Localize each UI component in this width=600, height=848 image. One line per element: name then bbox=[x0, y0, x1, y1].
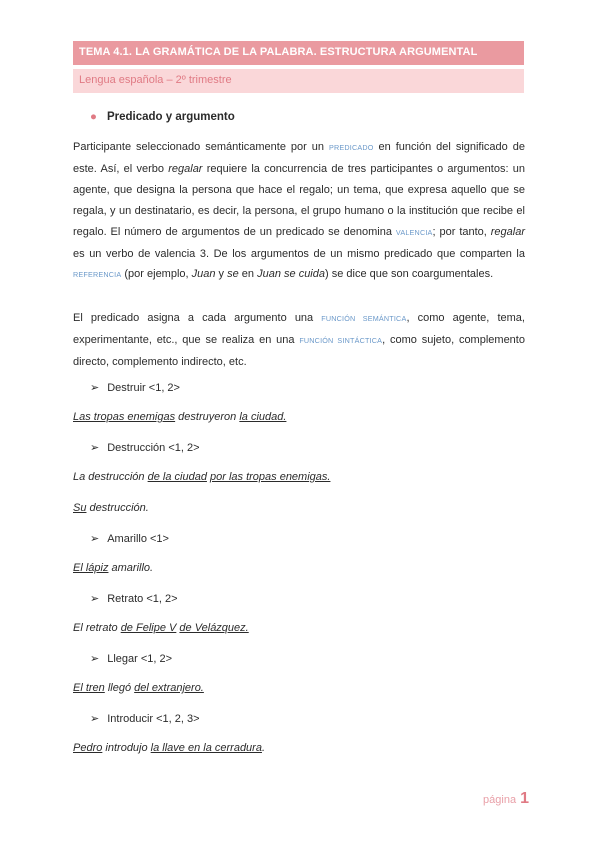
term-funcion-semantica: FUNCIÓN SEMÁNTICA bbox=[321, 314, 407, 323]
arrow-bullet-icon: ➢ bbox=[90, 593, 100, 605]
example-sentence bbox=[73, 502, 149, 514]
predicate-word: llegó bbox=[104, 682, 135, 694]
italic-run: Juan se cuida bbox=[257, 268, 325, 281]
predicate-label: Introducir <1, 2, 3> bbox=[107, 713, 200, 725]
argument: de la ciudad bbox=[147, 471, 207, 483]
predicate-item bbox=[90, 532, 169, 545]
argument: Pedro bbox=[73, 742, 103, 754]
text-run: requiere la concurrencia de tres participantes o argumentos: un agente, que designa la persona que hace el regalo; un tema, que expresa aquello que se regala, y un destinatario, es decir, la persona, el grupo humano o la institución que recibe el regalo. El número de argumentos de un predicado se denomina bbox=[73, 162, 525, 238]
argument: de Velázquez. bbox=[179, 622, 249, 634]
term-referencia: REFERENCIA bbox=[73, 270, 122, 280]
predicate-word: El retrato bbox=[73, 622, 121, 634]
example-sentence bbox=[73, 471, 330, 483]
argument: por las tropas enemigas. bbox=[210, 471, 331, 483]
function-paragraph bbox=[73, 308, 525, 373]
predicate-item bbox=[90, 652, 172, 665]
example-sentence bbox=[73, 562, 153, 574]
example-sentence bbox=[73, 622, 249, 634]
page-number: 1 bbox=[520, 790, 529, 807]
term-predicado: PREDICADO bbox=[329, 143, 374, 152]
bullet-icon: ● bbox=[90, 111, 97, 123]
argument: El tren bbox=[73, 682, 105, 694]
predicate-item bbox=[90, 592, 178, 605]
italic-run: Juan bbox=[191, 268, 216, 281]
section-heading bbox=[90, 111, 235, 123]
arrow-bullet-icon: ➢ bbox=[90, 382, 100, 394]
predicate-word: introdujo bbox=[102, 742, 151, 754]
arrow-bullet-icon: ➢ bbox=[90, 653, 100, 665]
predicate-item bbox=[90, 712, 200, 725]
document-subtitle: Lengua española – 2º trimestre bbox=[73, 69, 524, 93]
text-run: ) se dice que son coargumentales. bbox=[325, 268, 494, 281]
predicate-word: La destrucción bbox=[73, 471, 148, 483]
term-funcion-sintactica: FUNCIÓN SINTÁCTICA bbox=[299, 335, 383, 345]
page-label: página bbox=[483, 794, 517, 806]
predicate-label: Amarillo <1> bbox=[107, 533, 169, 545]
arrow-bullet-icon: ➢ bbox=[90, 713, 100, 725]
predicate-word: amarillo. bbox=[108, 562, 154, 574]
italic-run: regalar bbox=[490, 225, 526, 238]
text-run: en bbox=[238, 268, 258, 281]
argument: Su bbox=[73, 502, 87, 514]
argument: El lápiz bbox=[73, 562, 109, 574]
predicate-label: Destrucción <1, 2> bbox=[107, 442, 200, 454]
predicate-word: destrucción. bbox=[86, 502, 149, 514]
text-run: Participante seleccionado semánticamente por un bbox=[73, 141, 329, 153]
text-run: , como agente, tema, experimentante, etc., que se realiza en una bbox=[73, 312, 525, 346]
predicate-label: Retrato <1, 2> bbox=[107, 593, 178, 605]
text-run: y bbox=[215, 268, 228, 281]
page-footer bbox=[483, 790, 529, 808]
text-run: (por ejemplo, bbox=[121, 268, 192, 281]
text-run: ; por tanto, bbox=[432, 225, 491, 238]
italic-run: se bbox=[227, 268, 239, 281]
argument: del extranjero. bbox=[134, 682, 204, 694]
text-run: . bbox=[261, 742, 266, 754]
argument: de Felipe V bbox=[120, 622, 177, 634]
italic-run: regalar bbox=[168, 162, 203, 175]
arrow-bullet-icon: ➢ bbox=[90, 533, 100, 545]
example-sentence bbox=[73, 411, 286, 423]
predicate-label: Destruir <1, 2> bbox=[107, 382, 180, 394]
predicate-label: Llegar <1, 2> bbox=[107, 653, 173, 665]
text-run: El predicado asigna a cada argumento una bbox=[73, 312, 322, 324]
argument: Las tropas enemigas bbox=[73, 411, 176, 423]
argument: la ciudad. bbox=[239, 411, 287, 423]
definition-paragraph bbox=[73, 137, 525, 286]
text-run: en función del significado de este. Así, el verbo bbox=[73, 141, 525, 175]
arrow-bullet-icon: ➢ bbox=[90, 442, 100, 454]
term-valencia: VALENCIA bbox=[395, 227, 433, 237]
section-heading-text: Predicado y argumento bbox=[106, 111, 235, 123]
example-sentence bbox=[73, 742, 265, 754]
document-title: TEMA 4.1. LA GRAMÁTICA DE LA PALABRA. ESTRUCTURA ARGUMENTAL bbox=[73, 41, 524, 65]
predicate-word: destruyeron bbox=[175, 411, 240, 423]
predicate-item bbox=[90, 441, 200, 454]
argument: la llave en la cerradura bbox=[150, 742, 262, 754]
predicate-item bbox=[90, 381, 180, 394]
text-run: , como sujeto, complemento directo, complemento indirecto, etc. bbox=[73, 333, 525, 368]
text-run: es un verbo de valencia 3. De los argumentos de un mismo predicado que comparten la bbox=[73, 247, 525, 260]
example-sentence bbox=[73, 682, 204, 694]
